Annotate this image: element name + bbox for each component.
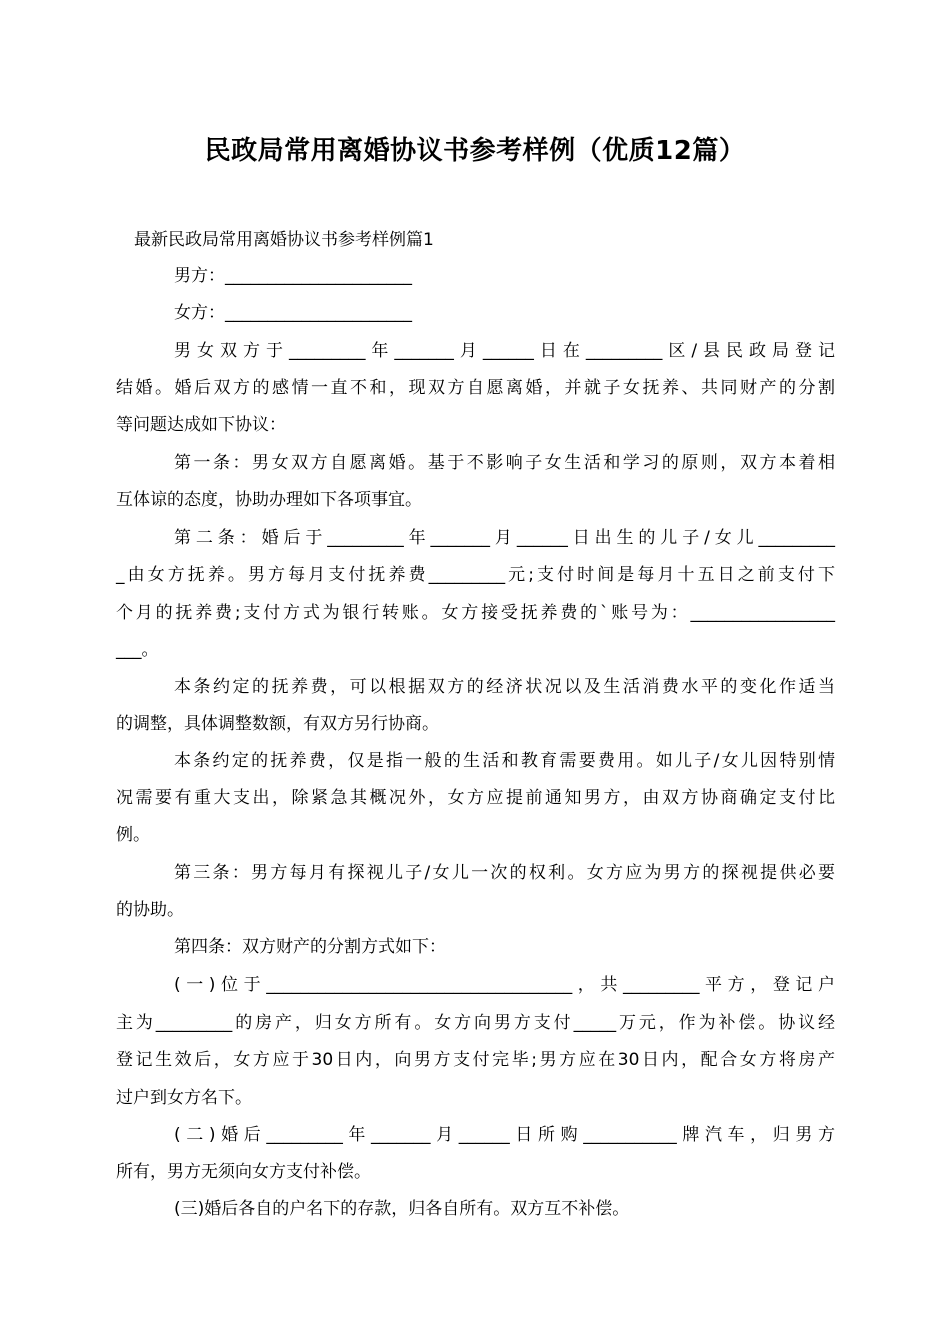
paragraph-line: 况需要有重大支出，除紧急其概况外，女方应提前通知男方，由双方协商确定支付比 [116, 788, 835, 808]
husband-field-line: 男方：______________________ [174, 266, 412, 286]
article-2-line: ___。 [116, 640, 159, 660]
clause-2-line: (二)婚后_________年_______月______日所购___________牌汽车，归男方 [174, 1125, 835, 1145]
paragraph-line: 的调整，具体调整数额，有双方另行协商。 [116, 714, 439, 734]
article-1-line: 第一条：男女双方自愿离婚。基于不影响子女生活和学习的原则，双方本着相 [174, 453, 835, 473]
clause-1-line: 登记生效后，女方应于30日内，向男方支付完毕;男方应在30日内，配合女方将房产 [116, 1050, 835, 1070]
document-title: 民政局常用离婚协议书参考样例（优质12篇） [204, 136, 746, 166]
paragraph-line: 等问题达成如下协议： [116, 415, 286, 435]
article-2-line: 第二条：婚后于_________年_______月______日出生的儿子/女儿_________ [174, 528, 835, 548]
article-4-line: 第四条：双方财产的分割方式如下： [174, 937, 446, 957]
article-2-line: _由女方抚养。男方每月支付抚养费_________元;支付时间是每月十五日之前支付下 [116, 565, 835, 585]
wife-field-line: 女方：______________________ [174, 303, 412, 323]
article-1-line: 互体谅的态度，协助办理如下各项事宜。 [116, 490, 422, 510]
clause-1-line: 过户到女方名下。 [116, 1088, 252, 1108]
article-3-line: 的协助。 [116, 900, 184, 920]
article-3-line: 第三条：男方每月有探视儿子/女儿一次的权利。女方应为男方的探视提供必要 [174, 863, 835, 883]
clause-1-line: (一)位于____________________________________，共_________平方，登记户 [174, 975, 835, 995]
section-heading: 最新民政局常用离婚协议书参考样例篇1 [134, 230, 434, 250]
paragraph-line: 男女双方于_________年_______月______日在_________区/县民政局登记 [174, 341, 835, 361]
article-2-line: 个月的抚养费;支付方式为银行转账。女方接受抚养费的`账号为：_________________ [116, 603, 835, 623]
paragraph-line: 结婚。婚后双方的感情一直不和，现双方自愿离婚，并就子女抚养、共同财产的分割 [116, 378, 835, 398]
clause-1-line: 主为_________的房产，归女方所有。女方向男方支付_____万元，作为补偿。协议经 [116, 1013, 835, 1033]
clause-2-line: 所有，男方无须向女方支付补偿。 [116, 1162, 371, 1182]
paragraph-line: 本条约定的抚养费，可以根据双方的经济状况以及生活消费水平的变化作适当 [174, 677, 835, 697]
paragraph-line: 本条约定的抚养费，仅是指一般的生活和教育需要费用。如儿子/女儿因特别情 [174, 751, 835, 771]
clause-3-line: (三)婚后各自的户名下的存款，归各自所有。双方互不补偿。 [174, 1199, 630, 1219]
paragraph-line: 例。 [116, 825, 150, 845]
